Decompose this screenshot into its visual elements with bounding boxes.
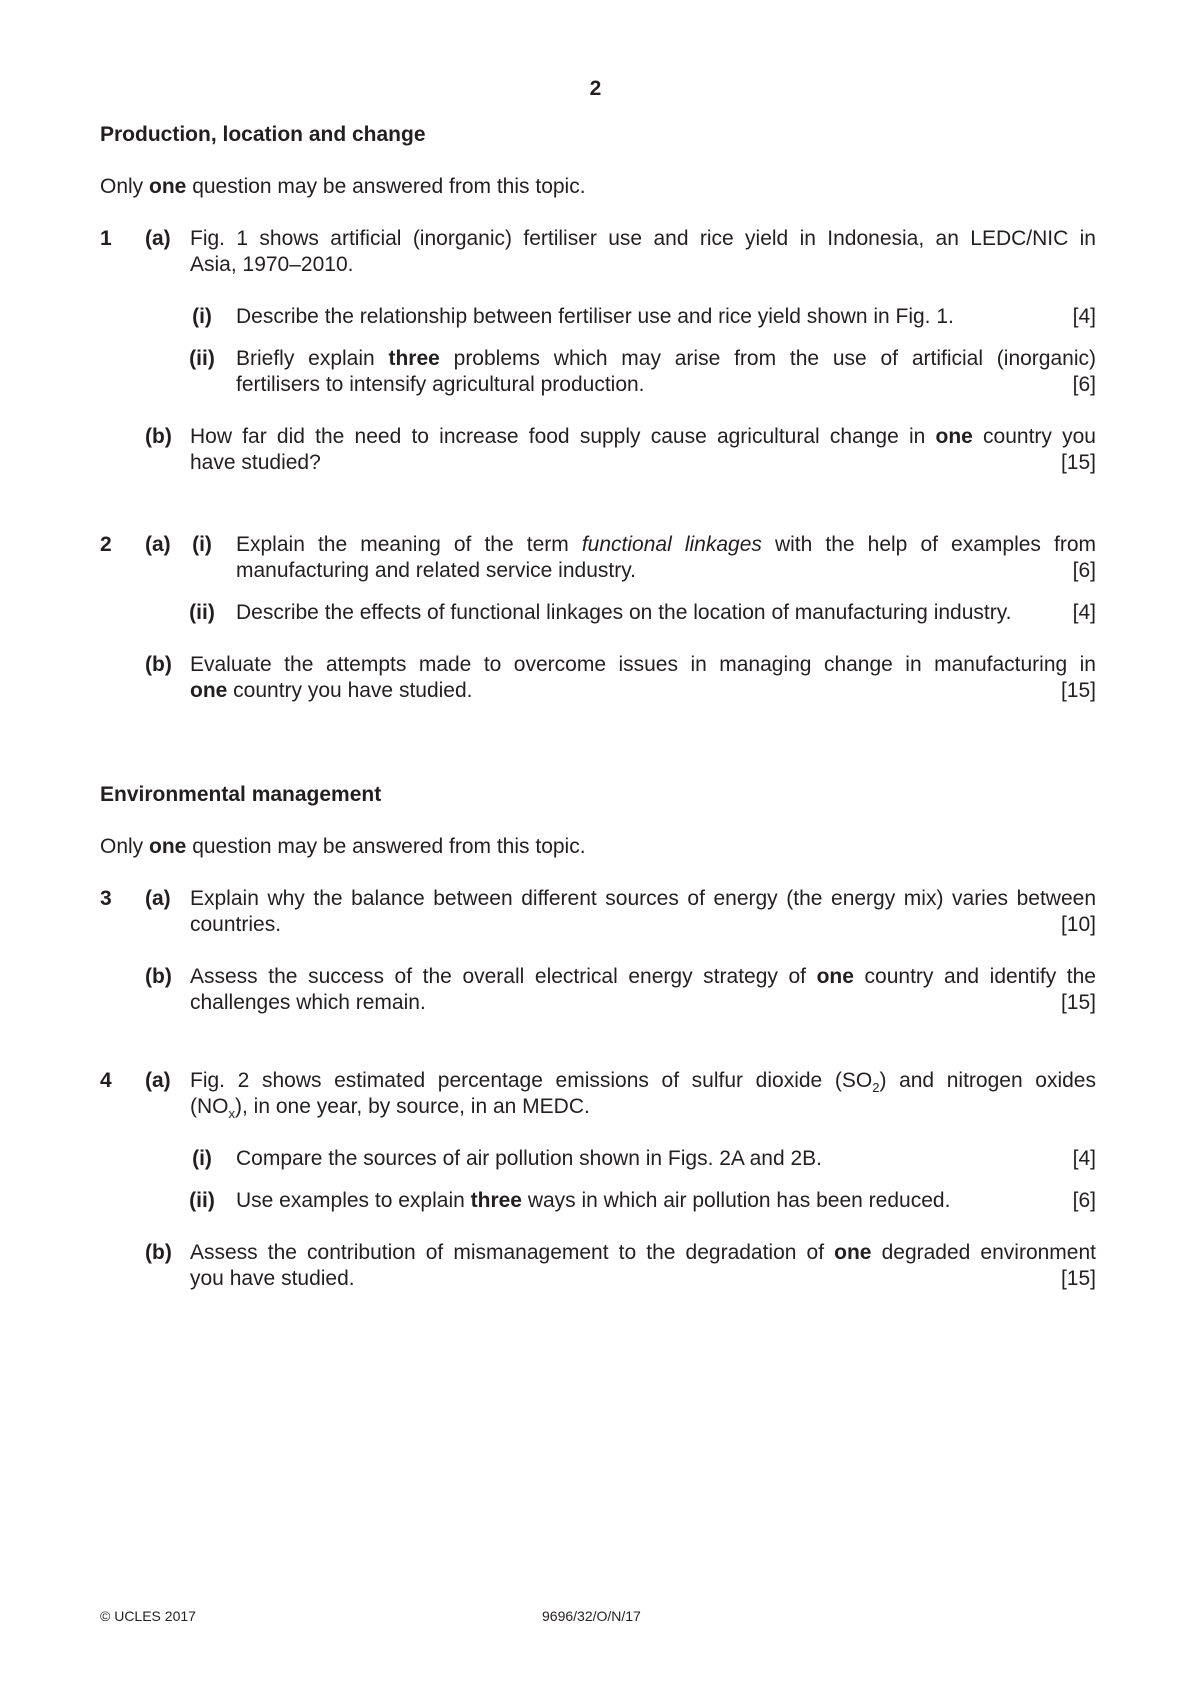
- page-number: 2: [589, 77, 602, 100]
- part-label: (a): [145, 533, 171, 556]
- subpart-label: (i): [192, 533, 212, 556]
- part-label: (b): [145, 965, 172, 988]
- subpart-label: (i): [192, 1147, 212, 1170]
- marks: [6]: [1072, 373, 1096, 396]
- subpart-label: (ii): [189, 1189, 215, 1212]
- question-text: Fig. 2 shows estimated percentage emissions of sulfur dioxide $(SO_2)$ and nitrogen oxides $(NO_x)$, in one year, by source, in an MEDC.: [190, 1069, 1096, 1122]
- question-text: Assess the contribution of mismanagement to the degradation of one degraded environment you have studied. [15]: [190, 1241, 1096, 1290]
- question-text: Describe the relationship between fertiliser use and rice yield shown in Fig. 1. [4]: [236, 305, 1096, 328]
- question-text: Describe the effects of functional linkages on the location of manufacturing industry. [4]: [236, 601, 1096, 624]
- marks: [15]: [1060, 991, 1096, 1014]
- question-number: 2: [100, 533, 112, 556]
- question-text: Use examples to explain three ways in which air pollution has been reduced. [6]: [236, 1189, 1096, 1212]
- section-title: Environmental management: [100, 783, 382, 806]
- marks: [10]: [1060, 913, 1096, 936]
- marks: [4]: [1072, 601, 1096, 624]
- part-label: (b): [145, 1241, 172, 1264]
- question-text: Explain the meaning of the term functional linkages with the help of examples from manufacturing and related service industry. [6]: [236, 533, 1097, 582]
- question-text: Briefly explain three problems which may arise from the use of artificial (inorganic) fertilisers to intensify agricultural production. [6]: [236, 347, 1096, 396]
- part-label: (a): [145, 1069, 171, 1092]
- marks: [15]: [1060, 1267, 1096, 1290]
- question-number: 3: [100, 887, 112, 910]
- section-title: Production, location and change: [100, 123, 426, 146]
- question-text: Assess the success of the overall electrical energy strategy of one country and identify the challenges which remain. [15]: [190, 965, 1096, 1014]
- part-label: (b): [145, 653, 172, 676]
- marks: [4]: [1072, 1147, 1096, 1170]
- question-text: Fig. 1 shows artificial (inorganic) fertiliser use and rice yield in Indonesia, an LEDC/NIC in Asia, 1970–2010.: [190, 227, 1096, 276]
- part-label: (a): [145, 887, 171, 910]
- question-text: Evaluate the attempts made to overcome issues in managing change in manufacturing in one country you have studied. [15]: [190, 653, 1096, 702]
- footer-code: 9696/32/O/N/17: [542, 1608, 641, 1624]
- question-text: Compare the sources of air pollution shown in Figs. 2A and 2B. [4]: [236, 1147, 1096, 1170]
- section-instruction: Only one question may be answered from this topic.: [100, 835, 586, 858]
- section-instruction: Only one question may be answered from this topic.: [100, 175, 586, 198]
- question-text: How far did the need to increase food supply cause agricultural change in one country you have studied? [15]: [190, 425, 1096, 474]
- question-number: 4: [100, 1069, 112, 1092]
- marks: [6]: [1072, 1189, 1096, 1212]
- question-number: 1: [100, 227, 112, 250]
- marks: [4]: [1072, 305, 1096, 328]
- marks: [6]: [1072, 559, 1096, 582]
- part-label: (a): [145, 227, 171, 250]
- footer-copyright: © UCLES 2017: [100, 1608, 196, 1624]
- subpart-label: (i): [192, 305, 212, 328]
- marks: [15]: [1060, 451, 1096, 474]
- subpart-label: (ii): [189, 347, 215, 370]
- marks: [15]: [1060, 679, 1096, 702]
- question-text: Explain why the balance between different sources of energy (the energy mix) varies between countries. [10]: [190, 887, 1096, 936]
- subpart-label: (ii): [189, 601, 215, 624]
- part-label: (b): [145, 425, 172, 448]
